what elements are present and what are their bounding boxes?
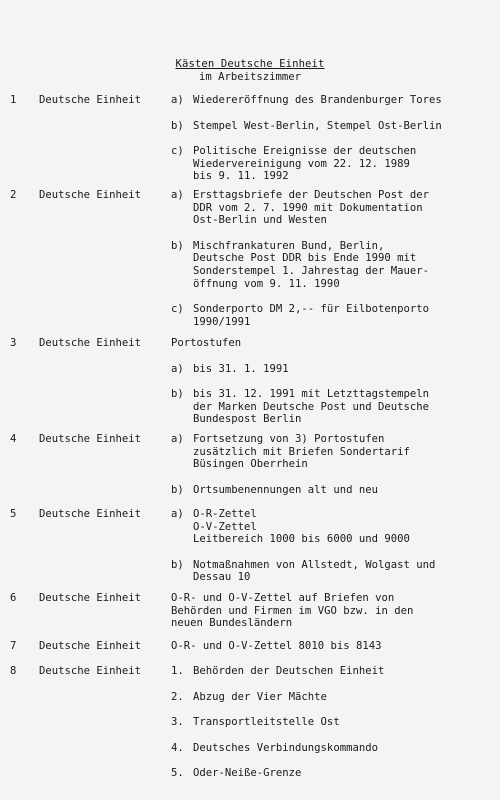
entry-number: 6 bbox=[10, 592, 17, 604]
entry-label: Deutsche Einheit bbox=[39, 665, 142, 677]
entry-items bbox=[171, 640, 491, 666]
item-text: Transportleitstelle Ost bbox=[193, 716, 340, 729]
entry-number: 1 bbox=[10, 94, 17, 106]
item-text: bis 31. 1. 1991 bbox=[193, 362, 289, 375]
entry-item bbox=[171, 592, 491, 630]
entry-item bbox=[171, 388, 491, 426]
item-text: bis 31. 12. 1991 mit Letzttagstempeln der Marken Deutsche Post und Deutsche Bundespost Berlin bbox=[193, 388, 429, 426]
entry-item bbox=[171, 767, 491, 780]
entry-items bbox=[171, 189, 491, 341]
entry-item bbox=[171, 189, 491, 227]
entry-item bbox=[171, 640, 491, 653]
item-marker: a) bbox=[171, 433, 184, 445]
item-marker: 3. bbox=[171, 716, 184, 729]
item-marker: a) bbox=[171, 362, 184, 375]
entry-label: Deutsche Einheit bbox=[39, 640, 142, 652]
entry-number: 7 bbox=[10, 640, 17, 652]
item-text: Notmaßnahmen von Allstedt, Wolgast und Dessau 10 bbox=[193, 558, 436, 584]
entry-item bbox=[171, 559, 491, 584]
entry-number: 4 bbox=[10, 433, 17, 445]
item-text: Politische Ereignisse der deutschen Wiedervereinigung vom 22. 12. 1989 bis 9. 11. 1992 bbox=[193, 145, 417, 183]
item-marker: b) bbox=[171, 483, 184, 496]
item-text: Deutsches Verbindungskommando bbox=[193, 741, 378, 754]
entry-label: Deutsche Einheit bbox=[39, 433, 142, 445]
item-text: Mischfrankaturen Bund, Berlin, Deutsche Post DDR bis Ende 1990 mit Sonderstempel 1. Jahrestag der Mauer- öffnung vom 9. 11. 1990 bbox=[193, 239, 429, 290]
entry-label: Deutsche Einheit bbox=[39, 508, 142, 520]
entry-item bbox=[171, 363, 491, 376]
entry-item bbox=[171, 484, 491, 497]
entry-items bbox=[171, 508, 491, 597]
item-marker: c) bbox=[171, 145, 184, 158]
item-marker: 2. bbox=[171, 690, 184, 703]
entry-item bbox=[171, 337, 491, 350]
entry-number: 2 bbox=[10, 189, 17, 201]
item-text: Portostufen bbox=[171, 337, 242, 349]
entry-item bbox=[171, 120, 491, 133]
entry-number: 3 bbox=[10, 337, 17, 349]
item-text: Abzug der Vier Mächte bbox=[193, 690, 327, 703]
entry-label: Deutsche Einheit bbox=[39, 189, 142, 201]
entry-items bbox=[171, 433, 491, 509]
entry-item bbox=[171, 508, 491, 546]
item-text: Wiedereröffnung des Brandenburger Tores bbox=[193, 94, 442, 106]
item-marker: 5. bbox=[171, 767, 184, 780]
item-text: Sonderporto DM 2,-- für Eilbotenporto 1990/1991 bbox=[193, 303, 429, 328]
entry-number: 8 bbox=[10, 665, 17, 677]
entry-item bbox=[171, 742, 491, 755]
item-marker: 1. bbox=[171, 665, 184, 677]
entry-item bbox=[171, 303, 491, 328]
entry-items bbox=[171, 592, 491, 643]
item-marker: c) bbox=[171, 303, 184, 316]
entry-item bbox=[171, 240, 491, 290]
item-text: Behörden der Deutschen Einheit bbox=[193, 665, 385, 677]
entry-label: Deutsche Einheit bbox=[39, 592, 142, 604]
entry-item bbox=[171, 716, 491, 729]
title-block bbox=[0, 58, 500, 83]
item-text: O-R-Zettel O-V-Zettel Leitbereich 1000 bis 6000 und 9000 bbox=[193, 508, 410, 546]
entry-label: Deutsche Einheit bbox=[39, 337, 142, 349]
item-text: O-R- und O-V-Zettel auf Briefen von Behörden und Firmen im VGO bzw. in den neuen Bundesländern bbox=[171, 592, 414, 630]
item-marker: b) bbox=[171, 558, 184, 571]
entry-item bbox=[171, 691, 491, 704]
item-text: Fortsetzung von 3) Portostufen zusätzlich mit Briefen Sondertarif Büsingen Oberrhein bbox=[193, 433, 410, 471]
item-text: Oder-Neiße-Grenze bbox=[193, 767, 302, 780]
item-marker: a) bbox=[171, 189, 184, 201]
entry-item bbox=[171, 94, 491, 107]
item-text: Ersttagsbriefe der Deutschen Post der DDR vom 2. 7. 1990 mit Dokumentation Ost-Berlin und Westen bbox=[193, 189, 429, 227]
item-marker: a) bbox=[171, 508, 184, 520]
entry-item bbox=[171, 433, 491, 471]
item-marker: b) bbox=[171, 239, 184, 252]
item-marker: b) bbox=[171, 119, 184, 132]
item-marker: b) bbox=[171, 388, 184, 401]
document-subtitle: im Arbeitszimmer bbox=[198, 70, 302, 83]
entry-items bbox=[171, 337, 491, 439]
entry-number: 5 bbox=[10, 508, 17, 520]
item-text: Ortsumbenennungen alt und neu bbox=[193, 483, 378, 496]
item-marker: a) bbox=[171, 94, 184, 106]
entry-item bbox=[171, 145, 491, 183]
item-marker: 4. bbox=[171, 741, 184, 754]
item-text: Stempel West-Berlin, Stempel Ost-Berlin bbox=[193, 119, 442, 132]
entry-items bbox=[171, 665, 491, 793]
entry-label: Deutsche Einheit bbox=[39, 94, 142, 106]
document-title: Kästen Deutsche Einheit bbox=[175, 58, 325, 70]
entry-items bbox=[171, 94, 491, 196]
entry-item bbox=[171, 665, 491, 678]
item-text: O-R- und O-V-Zettel 8010 bis 8143 bbox=[171, 640, 382, 652]
